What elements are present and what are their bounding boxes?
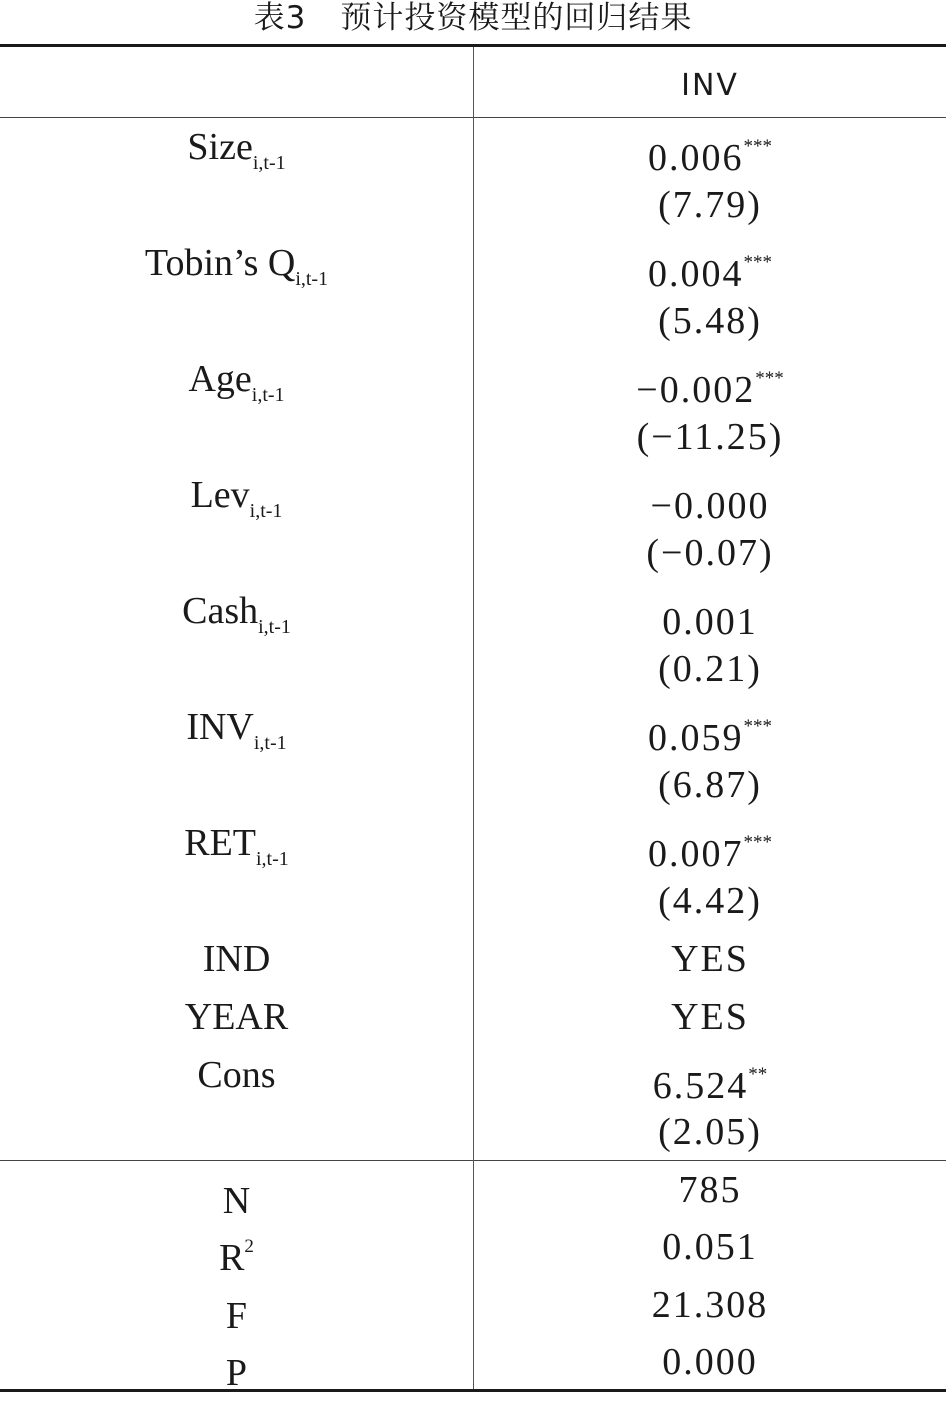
coefficient: 0.004*** [648,252,772,295]
stat-value: 785 [678,1169,742,1211]
t-statistic: (6.87) [658,764,762,806]
control-value: YES [671,938,749,980]
stat-name: P [225,1352,248,1394]
t-statistic: (4.42) [658,880,762,922]
control-value: YES [671,996,749,1038]
table-caption [0,0,946,40]
coefficient: 0.007*** [648,832,772,875]
stat-value: 0.051 [662,1226,758,1268]
table-title: 预计投资模型的回归结果 [340,0,693,36]
variable-name: $RET_{i,t-1}$ [184,822,289,870]
variable-name: Cash$_{i,t-1}$ [182,590,291,638]
control-name: YEAR [184,996,289,1038]
variable-name: $INV_{i,t-1}$ [186,706,287,754]
table-number: 表3 [253,0,307,36]
column-header-inv: INV [681,68,739,103]
stat-name: $R^2$ [219,1236,254,1279]
t-statistic: (−11.25) [636,416,784,458]
t-statistic: (2.05) [658,1111,762,1153]
coefficient: −0.002*** [636,368,784,411]
coefficient: −0.000 [650,485,770,527]
coefficient: 6.524** [652,1064,768,1107]
t-statistic: (−0.07) [646,532,774,574]
control-name: IND [202,938,271,980]
stat-name: N [222,1180,251,1222]
stat-name: F [225,1295,248,1337]
stat-value: 0.000 [662,1341,758,1383]
variable-name: Size$_{i,t-1}$ [187,126,286,174]
variable-name: Tobin’s $Q_{i,t-1}$ [144,242,329,290]
coefficient: 0.001 [662,601,758,643]
coefficient: 0.006*** [648,136,772,179]
t-statistic: (7.79) [658,184,762,226]
variable-name: Cons [197,1054,276,1096]
t-statistic: (0.21) [658,648,762,690]
stat-value: 21.308 [651,1284,769,1326]
variable-name: Age$_{i,t-1}$ [188,358,285,406]
coefficient: 0.059*** [648,716,772,759]
t-statistic: (5.48) [658,300,762,342]
variable-name: Lev$_{i,t-1}$ [190,474,283,522]
